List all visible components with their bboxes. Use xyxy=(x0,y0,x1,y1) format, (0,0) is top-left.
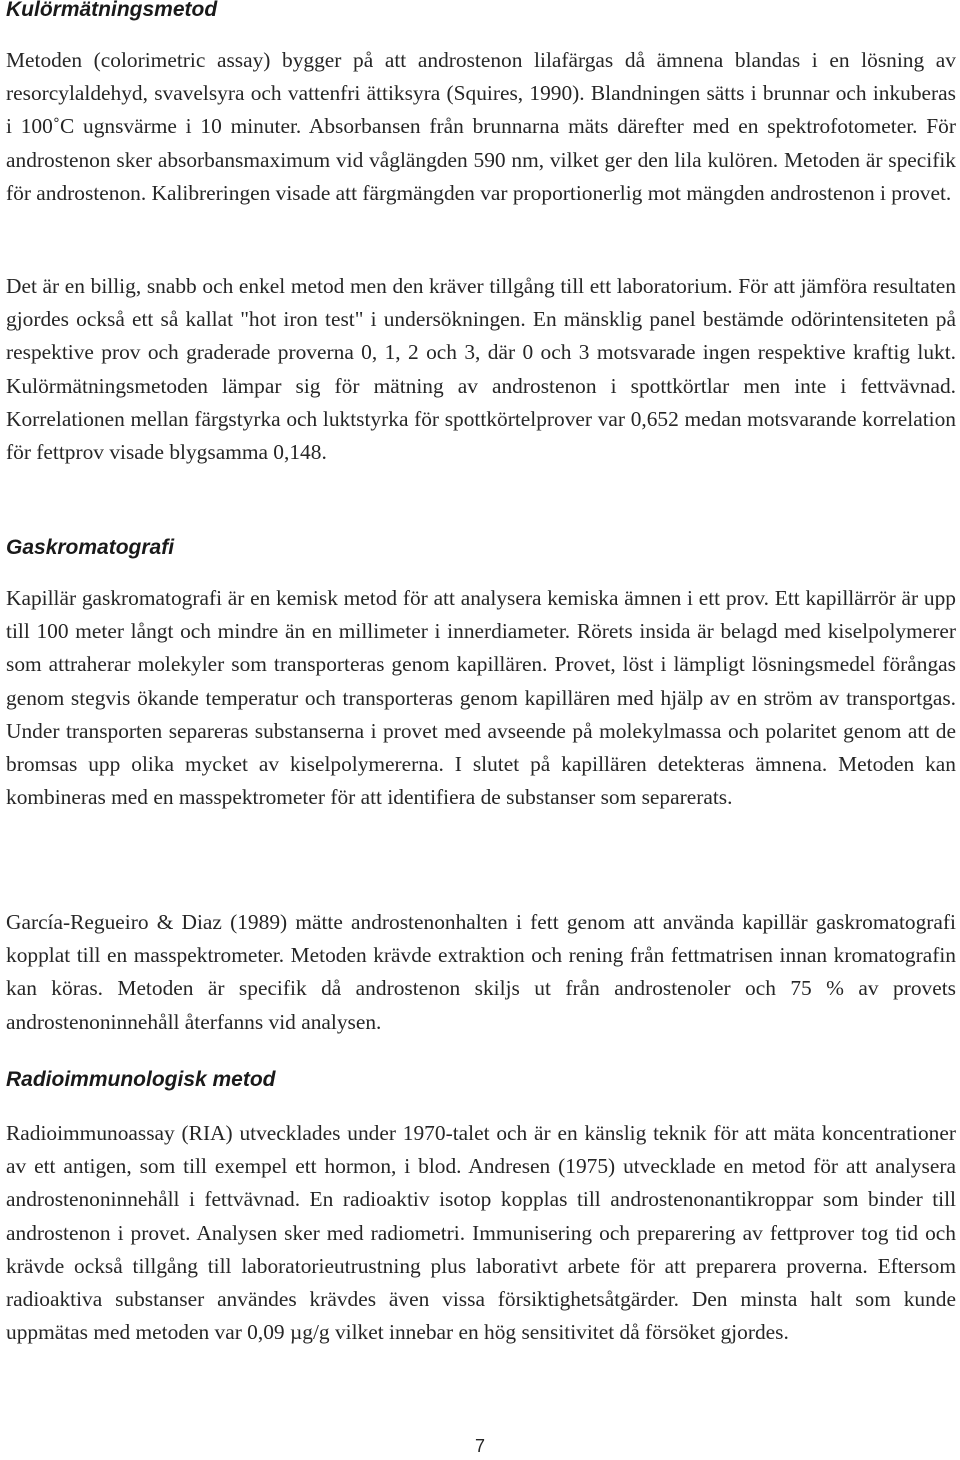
paragraph-colorimetric-method: Metoden (colorimetric assay) bygger på att androstenon lilafärgas då ämnena blandas i en lösning av resorcylaldehyd, svavelsyra och vattenfri ättiksyra (Squires, 1990). Blandningen sätts i brunnar och inkuberas i 100˚C ugnsvärme i 10 minuter. Absorbansen från brunnarna mäts därefter med en spektrofotometer. För androstenon sker absorbansmaximum vid våglängden 590 nm, vilket ger den lila kulören. Metoden är specifik för androstenon. Kalibreringen visade att färgmängden var proportionerlig mot mängden androstenon i provet. xyxy=(6,48,956,205)
section-heading-radioimmunologisk-metod: Radioimmunologisk metod xyxy=(6,1068,276,1091)
paragraph-gas-chromatography-study: García-Regueiro & Diaz (1989) mätte androstenonhalten i fett genom att använda kapillär gaskromatografi kopplat till en masspektrometer. Metoden krävde extraktion och rening från fettmatrisen innan kromatografin kan köras. Metoden är specifik då androstenon skiljs ut från androstenoler och 75 % av provets androstenoninnehåll återfanns vid analysen. xyxy=(6,910,956,1034)
section-heading-kulormatningsmetod: Kulörmätningsmetod xyxy=(6,0,218,21)
paragraph-gas-chromatography-method: Kapillär gaskromatografi är en kemisk metod för att analysera kemiska ämnen i ett prov. Ett kapillärrör är upp till 100 meter långt och mindre än en millimeter i innerdiameter. Rörets insida är belagd med kiselpolymerer som attraherar molekyler som transporteras genom kapillären. Provet, löst i lämpligt lösningsmedel förångas genom stegvis ökande temperatur och transporteras genom kapillären med hjälp av en ström av transportgas. Under transporten separeras substanserna i provet med avseende på molekylmassa och polaritet genom att de bromsas upp olika mycket av kiselpolymererna. I slutet på kapillären detekteras ämnena. Metoden kan kombineras med en masspektrometer för att identifiera de substanser som separerats. xyxy=(6,586,956,810)
section-heading-gaskromatografi: Gaskromatografi xyxy=(6,536,175,559)
page-number: 7 xyxy=(474,1436,485,1456)
paragraph-radioimmunoassay: Radioimmunoassay (RIA) utvecklades under 1970-talet och är en känslig teknik för att mäta koncentrationer av ett antigen, som till exempel ett hormon, i blod. Andresen (1975) utvecklade en metod för att analysera androstenoninnehåll i fettvävnad. En radioaktiv isotop kopplas till androstenonantikroppar som binder till androstenon i provet. Analysen sker med radiometri. Immunisering och preparering av fettprover tog tid och krävde också tillgång till laboratorieutrustning plus laborativt arbete för att preparera proverna. Eftersom radioaktiva substanser användes krävdes även vissa försiktighetsåtgärder. Den minsta halt som kunde uppmätas med metoden var 0,09 µg/g vilket innebar en hög sensitivitet då försöket gjordes. xyxy=(6,1121,956,1345)
paragraph-colorimetric-evaluation: Det är en billig, snabb och enkel metod men den kräver tillgång till ett laboratorium. För att jämföra resultaten gjordes också ett så kallat "hot iron test" i undersökningen. En mänsklig panel bestämde odörintensiteten på respektive prov och graderade proverna 0, 1, 2 och 3, där 0 och 3 motsvarade ingen respektive kraftig lukt. Kulörmätningsmetoden lämpar sig för mätning av androstenon i spottkörtlar men inte i fettvävnad. Korrelationen mellan färgstyrka och luktstyrka för spottkörtelprover var 0,652 medan motsvarande korrelation för fettprov visade blygsamma 0,148. xyxy=(6,274,956,465)
